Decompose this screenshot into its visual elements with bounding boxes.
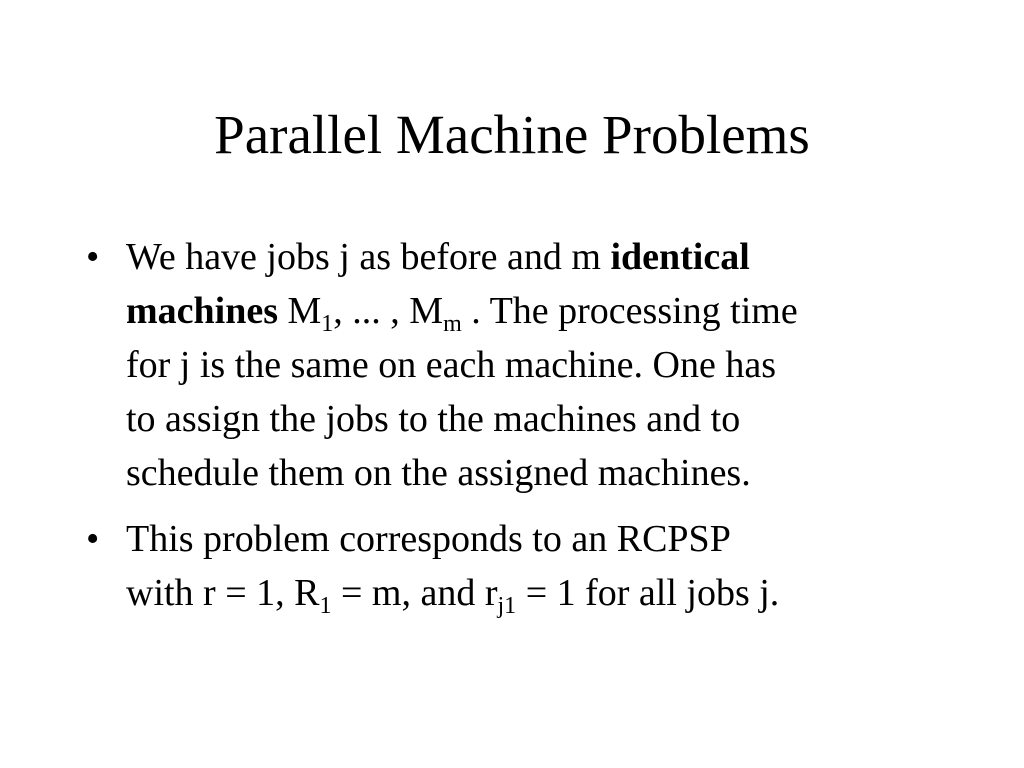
bullet-2-text: = 1 for all jobs j. <box>516 572 780 614</box>
bullet-1-line-2 <box>126 284 952 338</box>
bullet-1-line-4: to assign the jobs to the machines and to <box>126 398 741 440</box>
bullet-item-2 <box>82 512 952 620</box>
subscript: 1 <box>321 311 334 337</box>
bullet-1-text: We have jobs j as before and m <box>126 236 611 278</box>
bullet-list <box>82 230 952 632</box>
subscript: j1 <box>497 593 517 619</box>
bullet-1-text: , ... , M <box>333 290 444 332</box>
bullet-2-line-2 <box>126 566 952 620</box>
bullet-1-line-3: for j is the same on each machine. One has <box>126 344 776 386</box>
bullet-icon: • <box>86 518 100 560</box>
slide-title: Parallel Machine Problems <box>214 104 810 165</box>
bullet-1-bold-term: machines <box>126 290 278 332</box>
subscript: 1 <box>319 593 332 619</box>
bullet-2-text: with r = 1, R <box>126 572 320 614</box>
bullet-1-line-1 <box>126 230 952 284</box>
bullet-2-text: = m, and r <box>331 572 498 614</box>
bullet-icon: • <box>86 236 100 278</box>
bullet-item-1 <box>82 230 952 500</box>
bullet-1-line-5: schedule them on the assigned machines. <box>126 452 751 494</box>
bullet-1-bold-term: identical <box>610 236 750 278</box>
bullet-1-text: M <box>278 290 322 332</box>
bullet-1-text: . The processing time <box>461 290 798 332</box>
bullet-2-line-1: This problem corresponds to an RCPSP <box>126 518 731 560</box>
subscript: m <box>443 311 462 337</box>
